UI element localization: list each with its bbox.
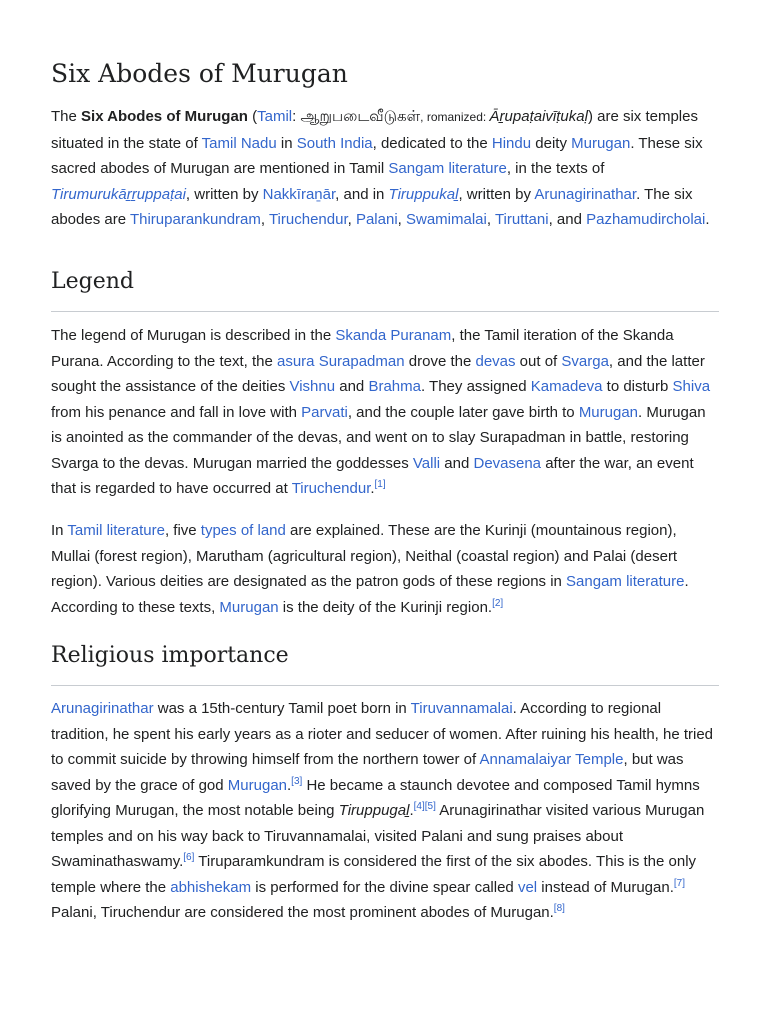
text: , and in — [335, 185, 389, 203]
text: , but was saved by the grace of god — [51, 751, 684, 794]
citation-3[interactable]: [3] — [291, 775, 303, 787]
text: , the Tamil iteration of the Skanda Purana. According to the text, the — [51, 327, 674, 370]
link-devas[interactable]: devas — [475, 352, 516, 370]
link-valli[interactable]: Valli — [412, 454, 441, 472]
text: , and the latter sought the assistance of the deities — [51, 352, 705, 395]
link-shiva[interactable]: Shiva — [672, 378, 711, 395]
link-skanda-puranam[interactable]: Skanda Puranam — [335, 327, 452, 344]
citation-4[interactable]: [4] — [413, 801, 425, 812]
link-murugan[interactable]: Murugan — [227, 776, 287, 794]
legend-paragraph-1 — [51, 323, 719, 502]
text: Arunagirinathar visited various Murugan temples and on his way back to Tiruvannamalai, visited Palani and sung praises about Swaminathaswamy. — [51, 802, 705, 870]
citation-6[interactable]: [6] — [183, 852, 195, 863]
link-arunagirinathar[interactable]: Arunagirinathar — [51, 700, 154, 717]
link-annamalaiyar-temple[interactable]: Annamalaiyar Temple — [479, 751, 624, 768]
link-types-of-land[interactable]: types of land — [200, 522, 286, 539]
link-swamimalai[interactable]: Swamimalai — [406, 211, 487, 228]
text: . According to regional tradition, he spent his early years as a rioter and seducer of women. After ruining his health, he tried to commit suicide by throwing himself from the northern tower of — [51, 700, 714, 768]
section-heading-legend: Legend — [51, 269, 134, 294]
text: , — [347, 211, 356, 228]
text: , written by — [458, 185, 535, 203]
link-tiruchendur[interactable]: Tiruchendur — [291, 480, 371, 497]
link-vel[interactable]: vel — [517, 878, 538, 896]
text: and — [440, 454, 474, 472]
text: Palani, Tiruchendur are considered the most prominent abodes of Murugan. — [51, 904, 554, 921]
text: . They assigned — [420, 378, 531, 395]
section-heading-religious-importance: Religious importance — [51, 643, 289, 668]
section-divider — [51, 685, 719, 686]
text: , written by — [185, 185, 263, 203]
link-tiruchendur[interactable]: Tiruchendur — [268, 211, 348, 228]
link-vishnu[interactable]: Vishnu — [289, 378, 336, 395]
link-text[interactable]: Tirumurukāṟṟuppaṭai — [51, 185, 186, 203]
text: . Murugan is anointed as the commander of the devas, and went on to slay Surapadman in battle, restoring Svarga to the devas. Murugan married the goddesses — [51, 403, 706, 472]
link-murugan[interactable]: Murugan — [578, 403, 639, 421]
text: , — [397, 211, 406, 228]
link-arunagirinathar[interactable]: Arunagirinathar — [534, 185, 637, 203]
religious-paragraph-1 — [51, 696, 719, 926]
text: are explained. These are the Kurinji (mountainous region), Mullai (forest region), Marutham (agricultural region), Neithal (coastal region) and Palai (desert region). Various deities are designated as the patron gods of these regions in — [51, 522, 678, 590]
link-murugan[interactable]: Murugan — [571, 134, 631, 152]
text: In — [51, 522, 68, 539]
text: deity — [531, 134, 572, 152]
text: . — [370, 480, 375, 497]
text: ( — [247, 108, 258, 125]
link-tiruvannamalai[interactable]: Tiruvannamalai — [410, 700, 513, 717]
link-palani[interactable]: Palani — [355, 211, 398, 228]
intro-paragraph — [51, 104, 719, 233]
citation-1[interactable]: [1] — [374, 479, 386, 490]
link-parvati[interactable]: Parvati — [301, 403, 348, 421]
text: , — [260, 211, 269, 228]
citation-5[interactable]: [5] — [424, 801, 436, 812]
text: , and the couple later gave birth to — [347, 403, 579, 421]
text: The legend of Murugan is described in the — [51, 327, 336, 344]
link-asura[interactable]: asura — [276, 352, 315, 370]
link-surapadman[interactable]: Surapadman — [318, 352, 405, 370]
link-devasena[interactable]: Devasena — [473, 454, 542, 472]
text: drove the — [404, 352, 476, 370]
text: from his penance and fall in love with — [51, 403, 302, 421]
link-thiruparankundram[interactable]: Thiruparankundram — [129, 211, 261, 228]
link-brahma[interactable]: Brahma — [368, 378, 421, 395]
text: in — [276, 134, 297, 152]
text: . — [287, 776, 292, 794]
link-tamil-nadu[interactable]: Tamil Nadu — [201, 134, 277, 152]
link-murugan[interactable]: Murugan — [219, 598, 279, 616]
text: He became a staunch devotee and composed Tamil hymns glorifying Murugan, the most notable being — [51, 776, 700, 819]
link-hindu[interactable]: Hindu — [491, 134, 532, 152]
text: . — [705, 211, 710, 228]
link-abhishekam[interactable]: abhishekam — [170, 878, 252, 896]
citation-7[interactable]: [7] — [673, 877, 686, 889]
link-svarga[interactable]: Svarga — [561, 352, 609, 370]
lead-bold: Six Abodes of Murugan — [81, 108, 248, 125]
section-divider — [51, 311, 719, 312]
text: and — [335, 378, 369, 395]
link-tirumurukarruppatai[interactable] — [51, 186, 186, 203]
link-kamadeva[interactable]: Kamadeva — [530, 378, 603, 395]
text: . — [409, 802, 414, 819]
text: , five — [164, 522, 201, 539]
text: , dedicated to the — [372, 134, 492, 152]
link-south-india[interactable]: South India — [296, 134, 373, 152]
link-tamil[interactable]: Tamil — [257, 108, 293, 125]
link-sangam-literature[interactable]: Sangam literature — [388, 160, 507, 177]
link-nakkiranar[interactable]: Nakkīraṉār — [262, 185, 336, 203]
tamil-script: : ஆறுபடைவீடுகள் — [292, 108, 421, 125]
text: , — [486, 211, 495, 228]
link-tiruttani[interactable]: Tiruttani — [494, 211, 549, 228]
link-tamil-literature[interactable]: Tamil literature — [67, 522, 165, 539]
text: is the deity of the Kurinji region. — [278, 598, 493, 616]
text: ) are six temples situated in the state of — [51, 108, 698, 152]
link-pazhamudircholai[interactable]: Pazhamudircholai — [586, 211, 706, 228]
tiruppugal-title: Tiruppugaḻ — [338, 802, 410, 819]
romanized-label: , romanized: — [420, 110, 490, 124]
text: out of — [515, 352, 562, 370]
text: . These six sacred abodes of Murugan are mentioned in Tamil — [51, 134, 703, 177]
text: was a 15th-century Tamil poet born in — [153, 700, 411, 717]
text: to disturb — [602, 378, 673, 395]
citation-2[interactable]: [2] — [492, 597, 504, 609]
link-tiruppukal[interactable] — [389, 186, 459, 203]
link-text[interactable]: Tiruppukaḻ — [388, 185, 459, 203]
text: is performed for the divine spear called — [251, 878, 518, 896]
link-sangam-literature[interactable]: Sangam literature — [566, 573, 685, 590]
legend-paragraph-2 — [51, 518, 719, 620]
text: , in the texts of — [506, 160, 605, 177]
text: . The six abodes are — [51, 185, 693, 228]
romanized-value: Āṟupaṭaivīṭukaḷ — [489, 108, 588, 125]
citation-8[interactable]: [8] — [553, 903, 565, 914]
page-title: Six Abodes of Murugan — [51, 59, 348, 88]
text: , and — [548, 211, 587, 228]
text: after the war, an event that is regarded to have occurred at — [51, 454, 694, 497]
text: . According to these texts, — [51, 573, 689, 616]
text: The — [51, 108, 82, 125]
text: instead of Murugan. — [537, 878, 674, 896]
text: Tiruparamkundram is considered the first of the six abodes. This is the only temple where the — [51, 853, 697, 896]
